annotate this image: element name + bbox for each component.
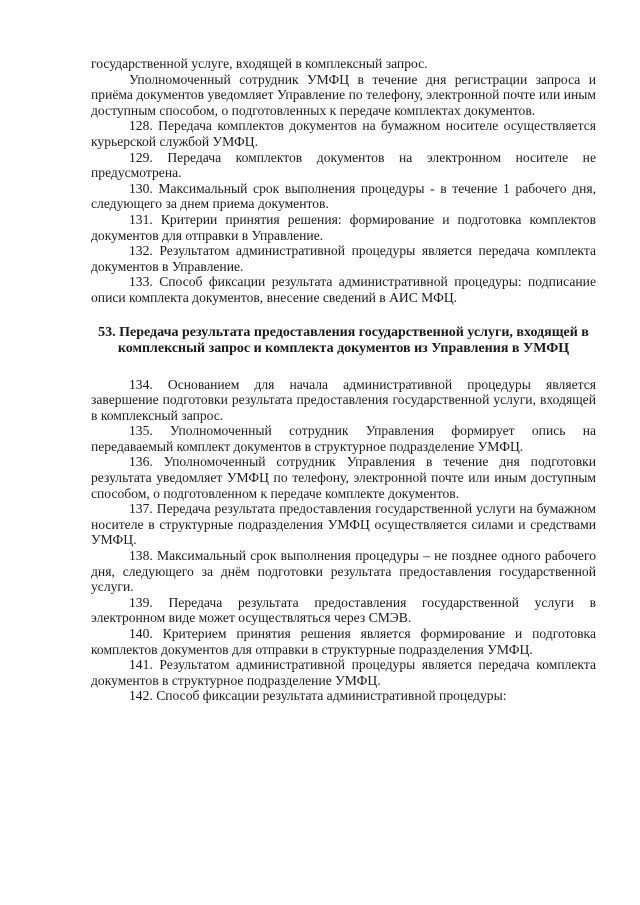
- paragraph-142: 142. Способ фиксации результата административной процедуры:: [129, 688, 507, 704]
- paragraph-132: 132. Результатом административной процедуры является передача комплекта документов в Управление.: [91, 243, 596, 274]
- paragraph-128: 128. Передача комплектов документов на бумажном носителе осуществляется курьерской службой УМФЦ.: [91, 118, 596, 149]
- paragraph-131: 131. Критерии принятия решения: формирование и подготовка комплектов документов для отправки в Управление.: [91, 211, 596, 243]
- paragraph-133: 133. Способ фиксации результата административной процедуры: подписание описи комплекта документов, внесение сведений в АИС МФЦ.: [91, 274, 596, 305]
- paragraph-137: 137. Передача результата предоставления государственной услуги на бумажном носителе в структурные подразделения УМФЦ осуществляется силами и средствами УМФЦ.: [91, 501, 596, 548]
- paragraph-129: 129. Передача комплектов документов на электронном носителе не предусмотрена.: [91, 149, 596, 181]
- paragraph-135: 135. Уполномоченный сотрудник Управления формирует опись на передаваемый комплект документов в структурное подразделение УМФЦ.: [91, 423, 596, 454]
- section-heading: 53. Передача результата предоставления государственной услуги, входящей в комплексный запрос и комплекта документов из Управления в УМФЦ: [98, 324, 589, 356]
- paragraph-134: 134. Основанием для начала административной процедуры является завершение подготовки результата предоставления государственной услуги, входящей в комплексный запрос.: [91, 376, 596, 423]
- paragraph-continued: государственной услуге, входящей в комплексный запрос.: [91, 56, 428, 71]
- paragraph-139: 139. Передача результата предоставления государственной услуги в электронном виде может осуществляться через СМЭВ.: [91, 594, 596, 626]
- paragraph-140: 140. Критерием принятия решения является формирование и подготовка комплектов документов для отправки в структурные подразделения УМФЦ.: [91, 626, 596, 657]
- paragraph-notification: Уполномоченный сотрудник УМФЦ в течение дня регистрации запроса и приёма документов уведомляет Управление по телефону, электронной почте или иным доступным способом, о подготовленных к передаче комплектах документов.: [91, 71, 596, 118]
- paragraph-136: 136. Уполномоченный сотрудник Управления в течение дня подготовки результата уведомляет УМФЦ по телефону, электронной почте или иным доступным способом, о подготовленном к передаче комплекте документов.: [91, 454, 596, 501]
- document-page: [91, 56, 596, 704]
- paragraph-138: 138. Максимальный срок выполнения процедуры – не позднее одного рабочего дня, следующего за днём подготовки результата предоставления государственной услуги.: [91, 548, 596, 595]
- paragraph-130: 130. Максимальный срок выполнения процедуры - в течение 1 рабочего дня, следующего за днем приема документов.: [91, 180, 596, 212]
- paragraph-141: 141. Результатом административной процедуры является передача комплекта документов в структурное подразделение УМФЦ.: [91, 657, 596, 688]
